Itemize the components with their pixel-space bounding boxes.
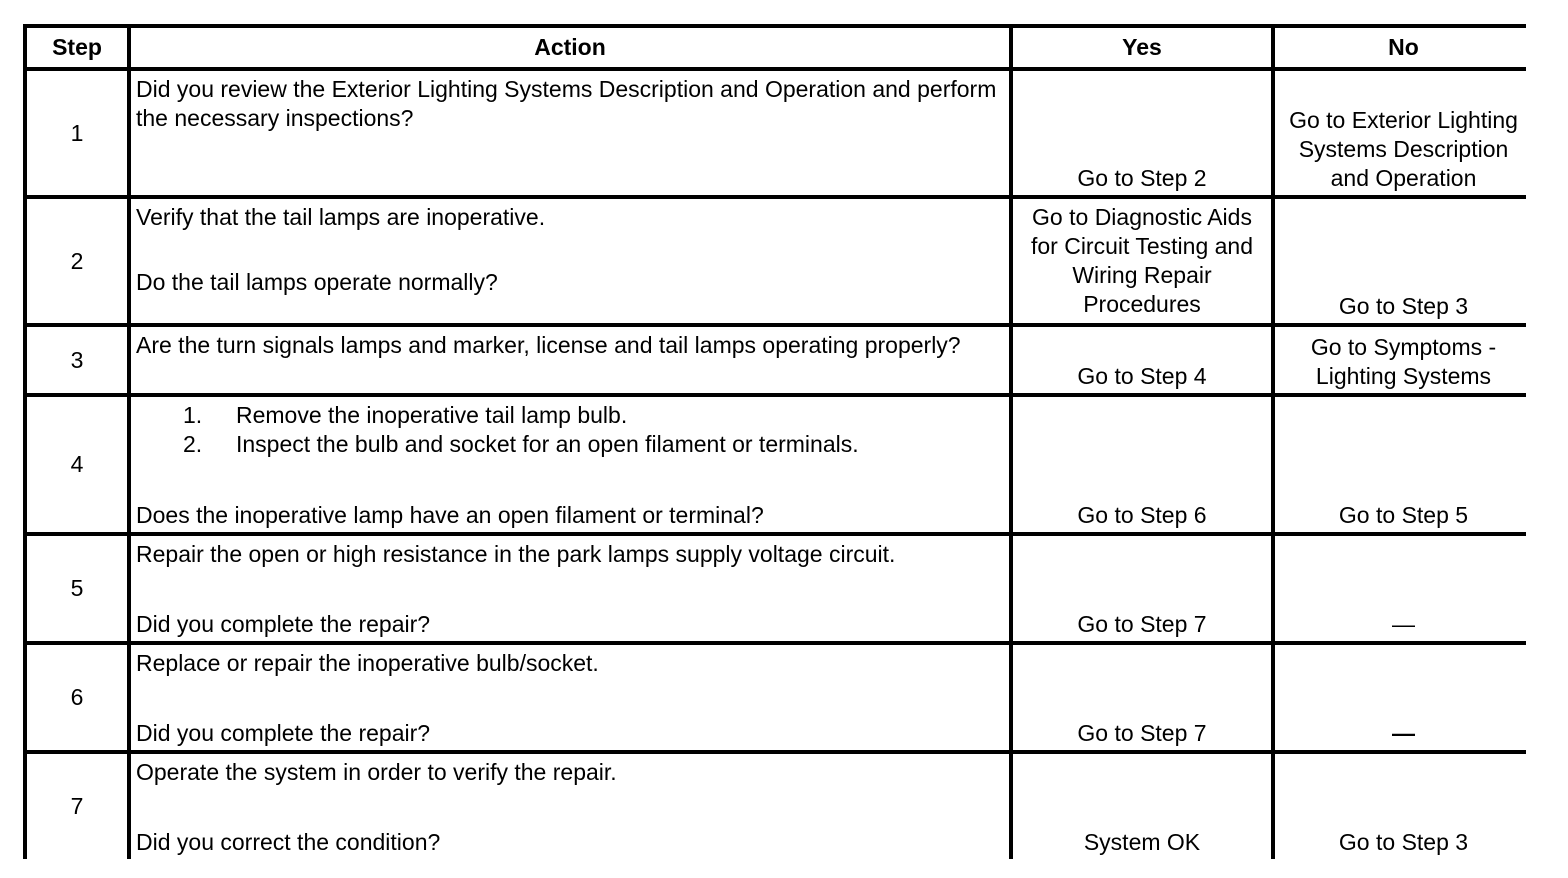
- action-text: Verify that the tail lamps are inoperative.: [136, 204, 546, 230]
- no-cell: [1275, 754, 1532, 859]
- no-cell: [1275, 645, 1532, 750]
- step-number: 3: [27, 327, 127, 393]
- action-cell: [131, 71, 1009, 195]
- list-item: [136, 430, 1004, 459]
- yes-cell: [1013, 71, 1271, 195]
- action-cell: [131, 327, 1009, 393]
- list-item-text: Remove the inoperative tail lamp bulb.: [236, 402, 628, 428]
- no-cell: [1275, 536, 1532, 641]
- no-cell: [1275, 199, 1532, 323]
- action-question: Did you complete the repair?: [136, 720, 431, 746]
- action-cell: [131, 536, 1009, 641]
- action-question: Does the inoperative lamp have an open filament or terminal?: [136, 502, 764, 528]
- yes-cell: [1013, 754, 1271, 859]
- step-number: 4: [27, 397, 127, 532]
- yes-cell: [1013, 327, 1271, 393]
- step-number: 1: [27, 71, 127, 195]
- action-text: Replace or repair the inoperative bulb/socket.: [136, 650, 599, 676]
- no-cell: [1275, 327, 1532, 393]
- yes-result: Go to Step 2: [1077, 165, 1207, 191]
- header-no: No: [1275, 28, 1532, 67]
- no-result: Go to Symptoms - Lighting Systems: [1310, 334, 1497, 389]
- header-action: Action: [131, 28, 1009, 67]
- header-step: Step: [27, 28, 127, 67]
- yes-result: Go to Step 7: [1077, 720, 1207, 746]
- list-item: [136, 401, 1004, 430]
- diagnostic-table: [23, 24, 1526, 859]
- yes-cell: [1013, 397, 1271, 532]
- list-item-number: 1.: [183, 402, 203, 428]
- action-text: Operate the system in order to verify the repair.: [136, 759, 617, 785]
- step-number: 2: [27, 199, 127, 323]
- step-number: 5: [27, 536, 127, 641]
- list-item-number: 2.: [183, 431, 203, 457]
- no-result: Go to Step 3: [1338, 829, 1469, 855]
- yes-result: Go to Step 6: [1077, 502, 1207, 528]
- yes-result: Go to Step 7: [1077, 611, 1207, 637]
- no-result: Go to Exterior Lighting Systems Description and Operation: [1289, 107, 1518, 191]
- step-number: 6: [27, 645, 127, 750]
- action-cell: [131, 754, 1009, 859]
- yes-cell: [1013, 645, 1271, 750]
- list-item-text: Inspect the bulb and socket for an open filament or terminals.: [236, 431, 859, 457]
- action-cell: [131, 645, 1009, 750]
- yes-cell: [1013, 536, 1271, 641]
- action-steps-list: [136, 401, 1004, 459]
- header-yes: Yes: [1013, 28, 1271, 67]
- no-result: —: [1392, 611, 1415, 637]
- action-text: Are the turn signals lamps and marker, license and tail lamps operating properly?: [136, 332, 961, 358]
- yes-cell: [1013, 199, 1271, 323]
- yes-result: Go to Step 4: [1077, 363, 1207, 389]
- no-cell: [1275, 71, 1532, 195]
- no-result: —: [1392, 720, 1415, 746]
- action-cell: [131, 199, 1009, 323]
- yes-result: Go to Diagnostic Aids for Circuit Testing and Wiring Repair Procedures: [1030, 204, 1253, 317]
- step-number: 7: [27, 754, 127, 859]
- action-question: Did you complete the repair?: [136, 611, 431, 637]
- no-result: Go to Step 3: [1338, 293, 1469, 319]
- action-text: Repair the open or high resistance in the park lamps supply voltage circuit.: [136, 541, 896, 567]
- action-question: Do the tail lamps operate normally?: [136, 269, 498, 295]
- action-question: Did you correct the condition?: [136, 829, 441, 855]
- no-result: Go to Step 5: [1338, 502, 1469, 528]
- no-cell: [1275, 397, 1532, 532]
- action-cell: [131, 397, 1009, 532]
- action-text: Did you review the Exterior Lighting Systems Description and Operation and perform the necessary inspections?: [136, 76, 997, 131]
- yes-result: System OK: [1083, 829, 1201, 855]
